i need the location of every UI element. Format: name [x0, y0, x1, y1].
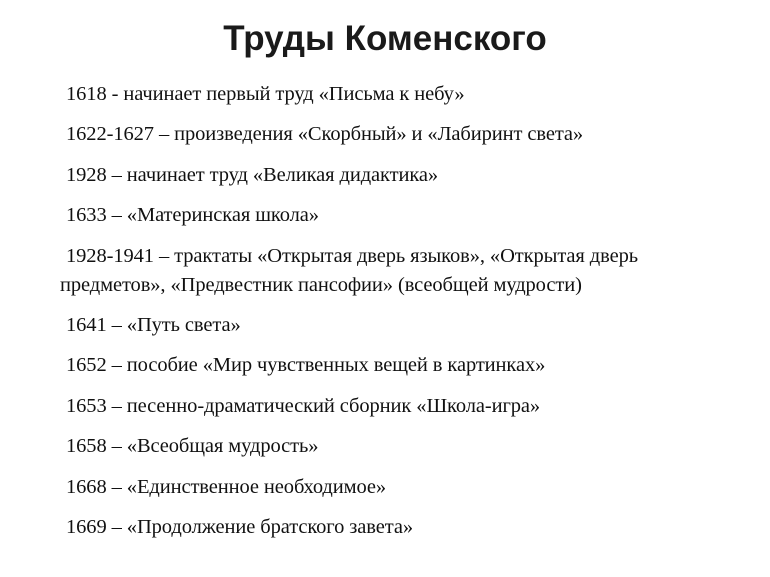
list-item: 1652 – пособие «Мир чувственных вещей в картинках» [66, 354, 546, 377]
list-item: 1641 – «Путь света» [66, 313, 241, 336]
list-item: 1668 – «Единственное необходимое» [66, 475, 387, 498]
list-item: 1633 – «Материнская школа» [66, 204, 319, 227]
slide-title: Труды Коменского [223, 19, 547, 58]
list-item: 1658 – «Всеобщая мудрость» [66, 435, 319, 458]
list-item-line: 1928-1941 – трактаты «Открытая дверь языков», «Открытая дверь [66, 244, 638, 267]
list-item-line: предметов», «Предвестник пансофии» (всеобщей мудрости) [60, 273, 582, 296]
list-item [60, 242, 760, 300]
works-list [60, 80, 760, 553]
list-item: 1622-1627 – произведения «Скорбный» и «Лабиринт света» [66, 123, 584, 146]
list-item: 1618 - начинает первый труд «Письма к небу» [66, 83, 465, 105]
list-item: 1928 – начинает труд «Великая дидактика» [66, 163, 439, 186]
list-item: 1653 – песенно-драматический сборник «Школа-игра» [66, 394, 541, 417]
list-item: 1669 – «Продолжение братского завета» [66, 515, 413, 538]
